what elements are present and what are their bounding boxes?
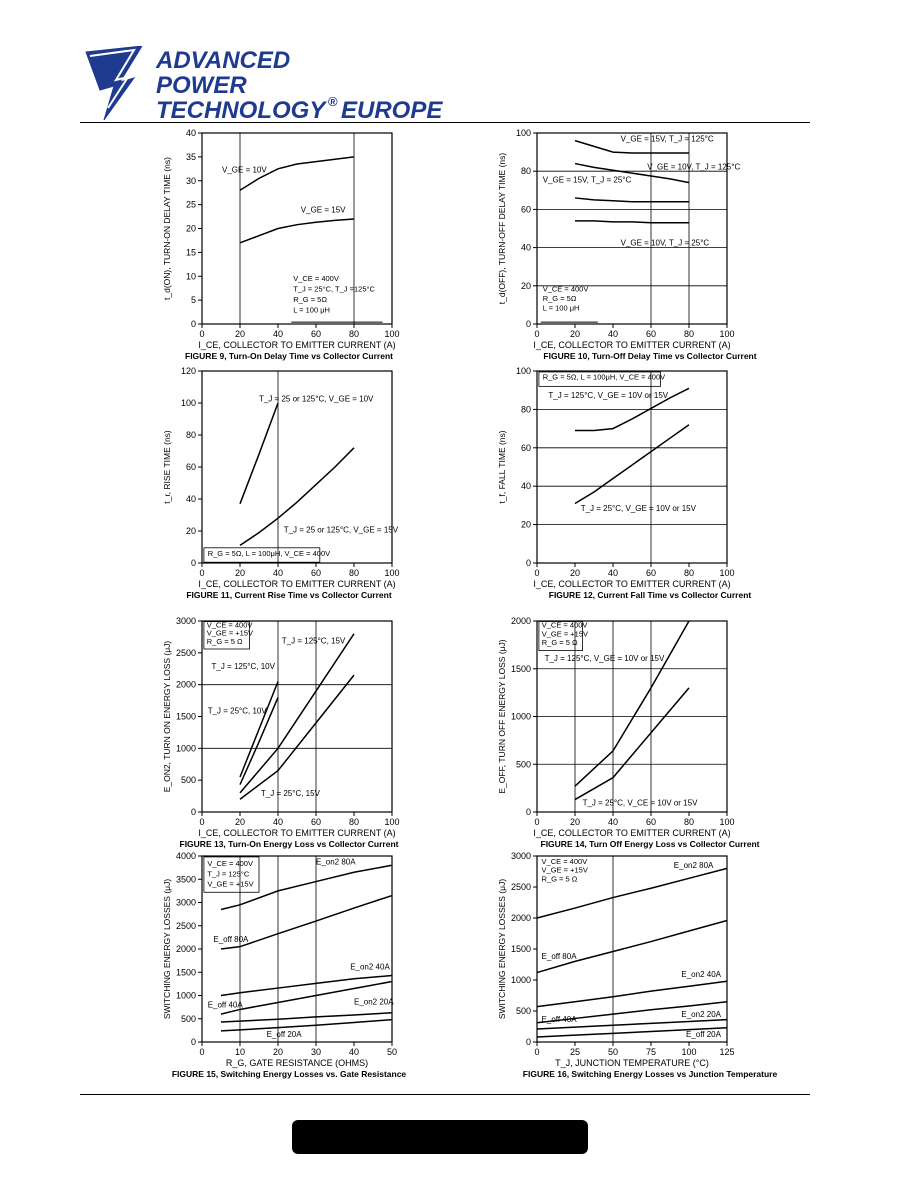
- fig16-x-tick-label: 25: [569, 1047, 581, 1057]
- fig13-annotation-0: V_CE = 400V: [206, 620, 253, 630]
- fig12-x-tick-label: 80: [683, 568, 695, 578]
- fig11-x-tick-label: 100: [384, 568, 400, 578]
- fig12-x-axis-label: I_CE, COLLECTOR TO EMITTER CURRENT (A): [533, 579, 731, 589]
- fig10-annotation-2: L = 100 μH: [542, 303, 580, 313]
- fig15-x-tick-label: 40: [348, 1047, 360, 1057]
- logo-line-power: POWER: [156, 72, 247, 99]
- fig11-y-tick-label: 120: [180, 366, 196, 376]
- fig16-annotation-0: V_CE = 400V: [541, 857, 588, 867]
- fig9-y-tick-label: 40: [185, 128, 196, 138]
- fig14-y-tick-label: 1000: [510, 711, 531, 722]
- fig13-annotation-2: R_G = 5 Ω: [206, 636, 243, 646]
- fig14-x-tick-label: 60: [645, 817, 657, 827]
- fig12-x-tick-label: 20: [569, 568, 581, 578]
- fig14-series-line-0: [575, 621, 689, 786]
- fig10-x-tick-label: 80: [683, 329, 695, 339]
- fig12-x-tick-label: 40: [607, 568, 619, 578]
- fig9-annotation-2: R_G = 5Ω: [293, 295, 327, 305]
- fig16-series-line-2: [537, 981, 727, 1006]
- fig16-x-tick-label: 125: [719, 1047, 735, 1057]
- fig10-caption: FIGURE 10, Turn-Off Delay Time vs Collector Current: [543, 351, 757, 361]
- fig11-annotation-0: R_G = 5Ω, L = 100μH, V_CE = 400V: [207, 548, 331, 558]
- fig9-y-tick-label: 35: [185, 151, 196, 162]
- fig13-chart: [162, 616, 400, 849]
- fig9-annotation-0: V_CE = 400V: [293, 274, 339, 284]
- fig13-x-tick-label: 40: [272, 817, 284, 827]
- fig15-x-axis-label: R_G, GATE RESISTANCE (OHMS): [225, 1058, 369, 1068]
- fig14-x-tick-label: 0: [534, 817, 540, 827]
- fig16-x-tick-label: 50: [607, 1047, 619, 1057]
- fig10-y-tick-label: 0: [525, 319, 531, 329]
- fig13-series-line-0: [240, 681, 278, 777]
- fig12-x-tick-label: 0: [534, 568, 540, 578]
- fig9-y-axis-label: t_d(ON), TURN-ON DELAY TIME (ns): [162, 157, 172, 300]
- fig11-x-tick-label: 20: [234, 568, 246, 578]
- fig16-series-label-5: E_off 20A: [685, 1030, 721, 1040]
- logo-registered-mark: ®: [328, 94, 338, 109]
- fig15-series-label-0: E_on2 80A: [316, 857, 356, 867]
- fig15-annotation-0: V_CE = 400V: [207, 859, 253, 869]
- fig11-x-tick-label: 0: [199, 568, 205, 578]
- fig9-y-tick-label: 20: [185, 223, 196, 234]
- fig14-annotation-2: R_G = 5 Ω: [541, 637, 578, 647]
- fig9-series-label-1: V_GE = 15V: [300, 205, 346, 215]
- fig14-y-tick-label: 1500: [510, 663, 531, 674]
- fig15-y-tick-label: 4000: [175, 851, 196, 861]
- fig10-x-tick-label: 60: [645, 329, 657, 339]
- fig12-y-tick-label: 20: [520, 519, 531, 530]
- fig13-x-tick-label: 20: [234, 817, 246, 827]
- fig15-series-label-2: E_on2 40A: [350, 962, 390, 972]
- fig16-x-tick-label: 0: [534, 1047, 540, 1057]
- fig12-y-tick-label: 80: [520, 404, 531, 415]
- fig15-caption: FIGURE 15, Switching Energy Losses vs. Gate Resistance: [171, 1069, 407, 1079]
- fig9-y-tick-label: 5: [190, 295, 196, 306]
- fig10-series-label-1: V_GE = 10V, T_J = 125°C: [647, 162, 741, 172]
- fig16-x-tick-label: 100: [681, 1047, 697, 1057]
- fig10-series-label-2: V_GE = 15V, T_J = 25°C: [542, 175, 632, 185]
- fig15-series-label-3: E_off 40A: [207, 1000, 243, 1010]
- fig9-caption: FIGURE 9, Turn-On Delay Time vs Collector Current: [185, 351, 393, 361]
- fig15-y-tick-label: 2500: [175, 920, 196, 931]
- fig15-y-tick-label: 1000: [175, 990, 196, 1001]
- fig10-x-axis-label: I_CE, COLLECTOR TO EMITTER CURRENT (A): [533, 340, 731, 350]
- fig12-caption: FIGURE 12, Current Fall Time vs Collector Current: [548, 590, 752, 600]
- fig10-x-tick-label: 100: [719, 329, 735, 339]
- fig16-y-tick-label: 1000: [510, 975, 531, 985]
- fig12-y-axis-label: t_f, FALL TIME (ns): [497, 430, 507, 504]
- fig14-chart: [497, 616, 760, 849]
- fig13-x-tick-label: 60: [310, 817, 322, 827]
- fig15-x-tick-label: 10: [234, 1047, 246, 1057]
- fig10-y-tick-label: 100: [515, 128, 531, 138]
- fig9-y-tick-label: 0: [190, 319, 196, 329]
- fig10-x-tick-label: 20: [569, 329, 581, 339]
- fig14-x-tick-label: 40: [607, 817, 619, 827]
- fig16-caption: FIGURE 16, Switching Energy Losses vs Junction Temperature: [522, 1069, 778, 1079]
- fig13-series-label-2: T_J = 125°C, 15V: [281, 636, 346, 646]
- fig13-annotation-1: V_GE = +15V: [206, 628, 254, 638]
- fig15-annotation-2: V_GE = +15V: [207, 879, 254, 889]
- fig16-y-tick-label: 2500: [510, 882, 531, 892]
- fig9-y-tick-label: 25: [185, 199, 196, 210]
- fig12-y-tick-label: 0: [525, 558, 531, 568]
- fig15-y-tick-label: 1500: [175, 967, 196, 978]
- fig14-x-tick-label: 80: [683, 817, 695, 827]
- fig12-y-tick-label: 100: [515, 366, 531, 376]
- fig12-annotation-0: R_G = 5Ω, L = 100μH, V_CE = 400V: [542, 372, 666, 382]
- fig16-x-axis-label: T_J, JUNCTION TEMPERATURE (°C): [555, 1058, 709, 1068]
- fig12-y-tick-label: 60: [520, 442, 531, 453]
- fig15-series-line-4: [221, 1013, 392, 1022]
- fig9-x-tick-label: 80: [348, 329, 360, 339]
- fig12-chart: [497, 366, 751, 600]
- fig13-caption: FIGURE 13, Turn-On Energy Loss vs Collector Current: [179, 839, 399, 849]
- fig9-series-label-0: V_GE = 10V: [222, 165, 267, 175]
- fig16-series-label-2: E_on2 40A: [681, 969, 721, 979]
- fig15-y-tick-label: 500: [180, 1013, 196, 1024]
- fig9-y-tick-label: 30: [185, 175, 196, 186]
- fig16-y-tick-label: 3000: [510, 851, 531, 861]
- fig13-y-tick-label: 500: [180, 775, 196, 786]
- fig15-x-tick-label: 20: [272, 1047, 284, 1057]
- fig9-x-tick-label: 100: [384, 329, 400, 339]
- fig13-x-axis-label: I_CE, COLLECTOR TO EMITTER CURRENT (A): [198, 828, 396, 838]
- fig15-y-tick-label: 0: [190, 1037, 196, 1047]
- fig12-x-tick-label: 100: [719, 568, 735, 578]
- fig11-y-tick-label: 20: [185, 526, 196, 536]
- fig11-series-line-0: [240, 403, 278, 504]
- fig10-annotation-1: R_G = 5Ω: [542, 294, 577, 304]
- fig10-series-line-3: [575, 221, 689, 223]
- fig13-x-tick-label: 80: [348, 817, 360, 827]
- fig16-annotation-2: R_G = 5 Ω: [541, 874, 578, 884]
- fig13-x-tick-label: 0: [199, 817, 205, 827]
- fig11-caption: FIGURE 11, Current Rise Time vs Collector Current: [186, 590, 392, 600]
- fig14-caption: FIGURE 14, Turn Off Energy Loss vs Collector Current: [540, 839, 760, 849]
- fig16-series-label-3: E_off 40A: [541, 1015, 577, 1025]
- fig13-y-axis-label: E_ON2, TURN ON ENERGY LOSS (μJ): [162, 640, 172, 793]
- fig16-y-tick-label: 2000: [510, 913, 531, 923]
- fig16-y-tick-label: 500: [515, 1006, 531, 1016]
- fig11-x-axis-label: I_CE, COLLECTOR TO EMITTER CURRENT (A): [198, 579, 396, 589]
- fig11-chart: [162, 366, 400, 600]
- fig13-series-label-0: T_J = 125°C, 10V: [211, 661, 275, 671]
- fig10-y-tick-label: 60: [520, 204, 531, 215]
- fig13-y-tick-label: 2500: [175, 647, 196, 658]
- fig10-x-tick-label: 0: [534, 329, 540, 339]
- fig13-series-label-1: T_J = 25°C, 10V: [207, 706, 267, 716]
- fig13-plot-frame: [202, 621, 392, 812]
- fig13-y-tick-label: 3000: [175, 616, 196, 626]
- fig15-series-label-5: E_off 20A: [266, 1029, 302, 1039]
- fig9-y-tick-label: 10: [185, 271, 196, 282]
- fig9-x-axis-label: I_CE, COLLECTOR TO EMITTER CURRENT (A): [198, 340, 396, 350]
- fig16-annotation-1: V_GE = +15V: [541, 865, 588, 875]
- fig14-annotation-1: V_GE = +15V: [541, 629, 589, 639]
- fig15-annotation-1: T_J = 125°C: [207, 869, 250, 879]
- fig15-chart: [162, 851, 406, 1079]
- fig9-x-tick-label: 40: [272, 329, 284, 339]
- fig14-series-label-0: T_J = 125°C, V_GE = 10V or 15V: [544, 654, 665, 664]
- fig13-series-line-3: [240, 675, 354, 799]
- fig9-annotation-3: L = 100 μH: [293, 305, 330, 315]
- fig11-x-tick-label: 40: [272, 568, 284, 578]
- fig10-annotation-0: V_CE = 400V: [542, 284, 589, 294]
- fig11-y-tick-label: 60: [185, 462, 196, 472]
- fig10-y-tick-label: 20: [520, 280, 531, 291]
- fig15-series-label-4: E_on2 20A: [354, 997, 394, 1007]
- fig10-y-tick-label: 40: [520, 242, 531, 253]
- fig12-series-line-1: [575, 425, 689, 504]
- logo-line-europe: EUROPE: [341, 97, 443, 122]
- fig14-x-tick-label: 20: [569, 817, 581, 827]
- fig10-series-line-2: [575, 198, 689, 202]
- fig14-x-axis-label: I_CE, COLLECTOR TO EMITTER CURRENT (A): [533, 828, 731, 838]
- fig15-x-tick-label: 30: [310, 1047, 322, 1057]
- fig16-chart: [497, 851, 777, 1079]
- fig12-y-tick-label: 40: [520, 481, 531, 492]
- fig11-y-tick-label: 0: [190, 558, 196, 568]
- fig16-x-tick-label: 75: [645, 1047, 657, 1057]
- fig9-x-tick-label: 60: [310, 329, 322, 339]
- fig10-y-axis-label: t_d(OFF), TURN-OFF DELAY TIME (ns): [497, 152, 507, 305]
- fig15-series-label-1: E_off 80A: [213, 935, 249, 945]
- fig15-x-tick-label: 0: [199, 1047, 205, 1057]
- fig11-series-label-0: T_J = 25 or 125°C, V_GE = 10V: [259, 394, 374, 404]
- fig10-x-tick-label: 40: [607, 329, 619, 339]
- fig11-y-tick-label: 100: [180, 398, 196, 408]
- fig9-x-tick-label: 0: [199, 329, 205, 339]
- fig9-annotation-1: T_J = 25°C, T_J =125°C: [293, 284, 375, 294]
- fig10-series-label-3: V_GE = 10V, T_J = 25°C: [620, 238, 710, 248]
- fig16-y-tick-label: 1500: [510, 944, 531, 954]
- fig12-series-label-0: T_J = 125°C, V_GE = 10V or 15V: [548, 390, 669, 400]
- fig14-series-line-1: [575, 688, 689, 800]
- fig9-y-tick-label: 15: [185, 247, 196, 258]
- fig12-series-label-1: T_J = 25°C, V_GE = 10V or 15V: [580, 504, 696, 514]
- fig13-y-tick-label: 1500: [175, 711, 196, 722]
- fig11-x-tick-label: 60: [310, 568, 322, 578]
- fig16-series-line-1: [537, 920, 727, 972]
- fig12-x-tick-label: 60: [645, 568, 657, 578]
- fig16-y-tick-label: 0: [525, 1037, 531, 1047]
- fig15-y-tick-label: 3500: [175, 874, 196, 885]
- fig14-y-tick-label: 0: [525, 807, 531, 817]
- fig14-annotation-0: V_CE = 400V: [541, 620, 588, 630]
- fig14-x-tick-label: 100: [719, 817, 735, 827]
- fig13-y-tick-label: 1000: [175, 743, 196, 754]
- fig9-series-line-1: [240, 219, 354, 243]
- fig16-series-label-0: E_on2 80A: [673, 860, 714, 870]
- fig16-series-label-1: E_off 80A: [541, 951, 577, 961]
- fig14-y-tick-label: 2000: [510, 616, 531, 626]
- footer-bar: [292, 1120, 588, 1154]
- fig14-y-tick-label: 500: [515, 759, 531, 770]
- fig13-series-label-3: T_J = 25°C, 15V: [260, 789, 320, 799]
- fig15-y-axis-label: SWITCHING ENERGY LOSSES (μJ): [162, 878, 172, 1020]
- fig16-y-axis-label: SWITCHING ENERGY LOSSES (μJ): [497, 878, 507, 1020]
- fig16-series-label-4: E_on2 20A: [681, 1010, 721, 1020]
- fig11-y-tick-label: 40: [185, 494, 196, 504]
- logo-line-advanced: ADVANCED: [156, 47, 291, 74]
- fig14-y-axis-label: E_OFF, TURN OFF ENERGY LOSS (μJ): [497, 639, 507, 794]
- fig15-x-tick-label: 50: [386, 1047, 398, 1057]
- fig13-x-tick-label: 100: [384, 817, 400, 827]
- fig11-x-tick-label: 80: [348, 568, 360, 578]
- logo-line-technology: TECHNOLOGY: [156, 97, 326, 122]
- fig9-x-tick-label: 20: [234, 329, 246, 339]
- fig11-y-tick-label: 80: [185, 430, 196, 440]
- fig10-chart: [497, 128, 757, 361]
- fig15-y-tick-label: 2000: [175, 944, 196, 954]
- fig11-series-label-1: T_J = 25 or 125°C, V_GE = 15V: [283, 525, 399, 535]
- fig13-y-tick-label: 2000: [175, 679, 196, 690]
- fig13-y-tick-label: 0: [190, 807, 196, 817]
- fig10-series-label-0: V_GE = 15V, T_J = 125°C: [620, 134, 714, 144]
- fig10-y-tick-label: 80: [520, 166, 531, 177]
- footer-divider: [80, 1094, 810, 1095]
- fig11-y-axis-label: t_r, RISE TIME (ns): [162, 430, 172, 504]
- fig14-series-label-1: T_J = 25°C, V_CE = 10V or 15V: [582, 798, 698, 808]
- fig9-chart: [162, 128, 400, 361]
- fig15-y-tick-label: 3000: [175, 897, 196, 908]
